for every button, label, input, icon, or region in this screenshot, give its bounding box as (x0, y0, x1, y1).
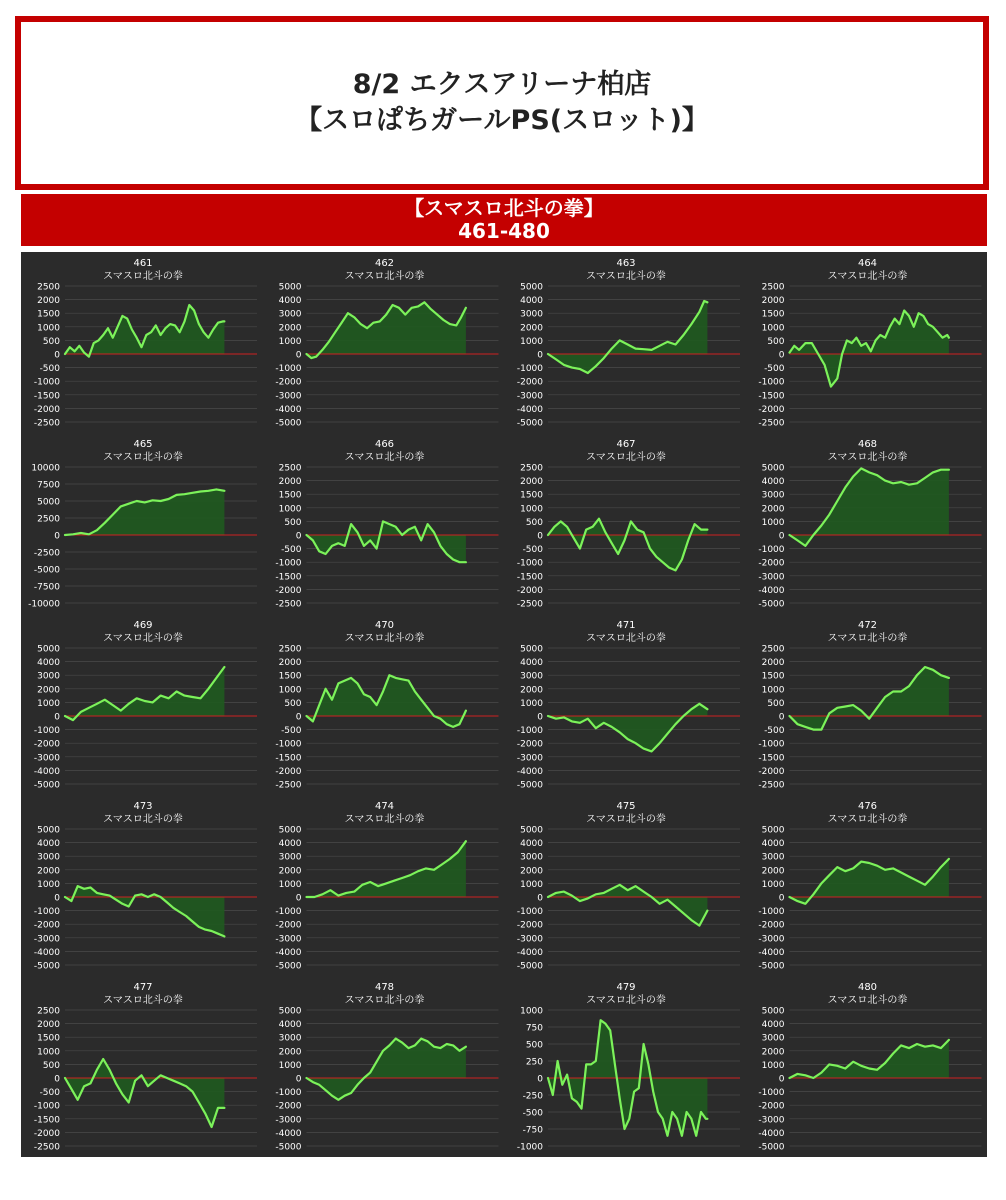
series-area (548, 519, 707, 571)
banner-range: 461-480 (458, 219, 550, 243)
y-tick-label: 1000 (761, 323, 785, 334)
chart-subtitle: スマスロ北斗の拳 (344, 452, 425, 463)
chart-subtitle: スマスロ北斗の拳 (827, 633, 908, 644)
y-tick-label: -5000 (275, 961, 302, 972)
y-tick-label: 4000 (278, 296, 302, 307)
y-tick-label: 7500 (37, 480, 60, 491)
y-tick-label: 2000 (37, 296, 60, 307)
y-tick-label: -3000 (758, 572, 785, 583)
chart-474 (275, 801, 498, 972)
chart-467 (517, 439, 740, 610)
y-tick-label: 0 (537, 712, 543, 723)
y-tick-label: 1000 (278, 504, 302, 515)
y-tick-label: 2000 (520, 685, 543, 696)
y-tick-label: -7500 (33, 582, 60, 593)
chart-464 (758, 258, 981, 429)
chart-subtitle: スマスロ北斗の拳 (103, 814, 183, 825)
y-tick-label: -2000 (758, 766, 785, 777)
y-tick-label: 1000 (37, 323, 60, 334)
y-tick-label: 5000 (520, 282, 543, 293)
chart-subtitle: スマスロ北斗の拳 (103, 633, 183, 644)
y-tick-label: 5000 (278, 1006, 302, 1017)
chart-subtitle: スマスロ北斗の拳 (344, 271, 425, 282)
y-tick-label: 1000 (520, 1006, 543, 1017)
y-tick-label: -500 (281, 545, 302, 556)
y-tick-label: -5000 (33, 565, 60, 576)
y-tick-label: -4000 (275, 947, 302, 958)
y-tick-label: -2000 (275, 1101, 302, 1112)
y-tick-label: 2500 (520, 463, 543, 474)
chart-subtitle: スマスロ北斗の拳 (344, 814, 425, 825)
y-tick-label: -500 (522, 1108, 543, 1119)
y-tick-label: 4000 (761, 839, 785, 850)
y-tick-label: 1000 (761, 685, 785, 696)
y-tick-label: 0 (54, 712, 60, 723)
charts-panel (21, 252, 987, 1157)
y-tick-label: -3000 (758, 1115, 785, 1126)
y-tick-label: -1000 (516, 726, 543, 737)
y-tick-label: 500 (42, 1060, 60, 1071)
chart-461 (34, 258, 257, 429)
y-tick-label: 500 (284, 698, 302, 709)
y-tick-label: 500 (42, 336, 60, 347)
y-tick-label: -4000 (758, 1128, 785, 1139)
chart-title: 461 (133, 258, 153, 269)
y-tick-label: 2000 (761, 296, 785, 307)
chart-479 (517, 982, 740, 1153)
y-tick-label: 1500 (520, 490, 543, 501)
chart-title: 464 (857, 258, 878, 269)
y-tick-label: 0 (295, 350, 302, 361)
chart-title: 473 (133, 801, 153, 812)
y-tick-label: 2000 (761, 658, 785, 669)
y-tick-label: -750 (522, 1125, 543, 1136)
chart-465 (28, 439, 257, 610)
chart-subtitle: スマスロ北斗の拳 (586, 633, 666, 644)
y-tick-label: -1000 (275, 1088, 302, 1099)
y-tick-label: -500 (522, 545, 543, 556)
y-tick-label: 0 (54, 893, 60, 904)
y-tick-label: -1000 (275, 558, 302, 569)
y-tick-label: 2000 (761, 866, 785, 877)
banner-machine-name: 【スマスロ北斗の拳】 (404, 196, 604, 220)
y-tick-label: 3000 (278, 309, 302, 320)
y-tick-label: 5000 (37, 497, 60, 508)
y-tick-label: 2000 (278, 866, 302, 877)
y-tick-label: -2000 (33, 404, 60, 415)
y-tick-label: 2500 (37, 282, 60, 293)
y-tick-label: 1000 (278, 685, 302, 696)
chart-subtitle: スマスロ北斗の拳 (827, 271, 908, 282)
page-title-line1: 8/2 エクスアリーナ柏店 (352, 69, 652, 100)
y-tick-label: -3000 (516, 391, 543, 402)
y-tick-label: -2000 (758, 1101, 785, 1112)
y-tick-label: -1000 (516, 558, 543, 569)
chart-title: 476 (857, 801, 878, 812)
y-tick-label: -2500 (33, 418, 60, 429)
y-tick-label: -1000 (516, 907, 543, 918)
y-tick-label: -3000 (275, 934, 302, 945)
y-tick-label: 1000 (520, 879, 543, 890)
y-tick-label: -5000 (33, 780, 60, 791)
y-tick-label: 750 (525, 1023, 543, 1034)
y-tick-label: -3000 (33, 753, 60, 764)
chart-subtitle: スマスロ北斗の拳 (586, 814, 666, 825)
y-tick-label: 0 (54, 1074, 60, 1085)
y-tick-label: -1000 (516, 364, 543, 375)
y-tick-label: 4000 (520, 658, 543, 669)
y-tick-label: -3000 (758, 934, 785, 945)
series-area (65, 489, 224, 535)
y-tick-label: -5000 (33, 961, 60, 972)
y-tick-label: 4000 (761, 1020, 785, 1031)
y-tick-label: -5000 (516, 961, 543, 972)
chart-title: 467 (616, 439, 636, 450)
y-tick-label: 0 (537, 350, 543, 361)
y-tick-label: -4000 (516, 766, 543, 777)
series-area (307, 521, 466, 562)
chart-468 (758, 439, 981, 610)
y-tick-label: -1000 (758, 545, 785, 556)
y-tick-label: 500 (767, 336, 785, 347)
y-tick-label: -4000 (33, 947, 60, 958)
y-tick-label: -5000 (275, 418, 302, 429)
y-tick-label: -3000 (516, 753, 543, 764)
y-tick-label: 1000 (37, 698, 60, 709)
y-tick-label: 2500 (761, 644, 785, 655)
y-tick-label: -2500 (275, 599, 302, 610)
chart-473 (34, 801, 257, 972)
y-tick-label: 2000 (37, 685, 60, 696)
y-tick-label: -1500 (516, 572, 543, 583)
chart-480 (758, 982, 981, 1153)
y-tick-label: -3000 (33, 934, 60, 945)
chart-title: 462 (374, 258, 395, 269)
chart-title: 463 (616, 258, 636, 269)
y-tick-label: 1500 (37, 1033, 60, 1044)
y-tick-label: -4000 (758, 947, 785, 958)
y-tick-label: 3000 (37, 852, 60, 863)
chart-title: 469 (133, 620, 153, 631)
y-tick-label: -4000 (516, 404, 543, 415)
chart-462 (275, 258, 498, 429)
y-tick-label: -2000 (758, 404, 785, 415)
page-title-line2: 【スロぱちガールPS(スロット)】 (295, 105, 709, 136)
y-tick-label: 1000 (278, 1060, 302, 1071)
y-tick-label: -4000 (33, 766, 60, 777)
y-tick-label: -500 (39, 364, 60, 375)
y-tick-label: 1500 (37, 309, 60, 320)
y-tick-label: 0 (537, 1074, 543, 1085)
chart-title: 479 (616, 982, 636, 993)
y-tick-label: 3000 (761, 1033, 785, 1044)
y-tick-label: 1500 (761, 671, 785, 682)
y-tick-label: -2000 (275, 377, 302, 388)
chart-title: 475 (616, 801, 636, 812)
chart-subtitle: スマスロ北斗の拳 (586, 995, 666, 1006)
chart-472 (758, 620, 981, 791)
y-tick-label: -1000 (758, 377, 785, 388)
y-tick-label: 2500 (761, 282, 785, 293)
y-tick-label: 2000 (278, 323, 302, 334)
y-tick-label: 2500 (37, 1006, 60, 1017)
chart-469 (34, 620, 257, 791)
y-tick-label: 1000 (761, 1060, 785, 1071)
y-tick-label: 0 (295, 1074, 302, 1085)
y-tick-label: -500 (764, 726, 785, 737)
y-tick-label: 1500 (278, 490, 302, 501)
y-tick-label: -5000 (758, 599, 785, 610)
chart-subtitle: スマスロ北斗の拳 (827, 995, 908, 1006)
y-tick-label: -1500 (275, 572, 302, 583)
y-tick-label: -1000 (33, 1101, 60, 1112)
y-tick-label: 5000 (278, 825, 302, 836)
y-tick-label: 0 (295, 712, 302, 723)
y-tick-label: -2000 (516, 920, 543, 931)
y-tick-label: 0 (778, 712, 785, 723)
y-tick-label: -1000 (275, 364, 302, 375)
y-tick-label: -2500 (758, 780, 785, 791)
y-tick-label: -2000 (275, 766, 302, 777)
chart-title: 471 (616, 620, 636, 631)
y-tick-label: 2000 (520, 323, 543, 334)
y-tick-label: 5000 (761, 825, 785, 836)
y-tick-label: 0 (295, 531, 302, 542)
chart-title: 480 (857, 982, 878, 993)
y-tick-label: 4000 (37, 658, 60, 669)
y-tick-label: 500 (525, 1040, 543, 1051)
series-area (548, 301, 707, 373)
chart-463 (517, 258, 740, 429)
y-tick-label: 1000 (761, 879, 785, 890)
y-tick-label: 0 (54, 350, 60, 361)
y-tick-label: -1000 (33, 907, 60, 918)
y-tick-label: 0 (778, 531, 785, 542)
y-tick-label: -2000 (758, 920, 785, 931)
y-tick-label: -1500 (758, 753, 785, 764)
y-tick-label: -2500 (516, 599, 543, 610)
y-tick-label: 500 (284, 517, 302, 528)
y-tick-label: -1000 (758, 739, 785, 750)
chart-title: 472 (857, 620, 878, 631)
y-tick-label: -2500 (33, 548, 60, 559)
y-tick-label: -500 (764, 364, 785, 375)
y-tick-label: -2500 (275, 780, 302, 791)
y-tick-label: -1000 (758, 907, 785, 918)
y-tick-label: 0 (537, 531, 543, 542)
y-tick-label: -3000 (275, 1115, 302, 1126)
y-tick-label: 2000 (520, 866, 543, 877)
y-tick-label: 4000 (520, 296, 543, 307)
y-tick-label: 0 (54, 531, 60, 542)
chart-477 (34, 982, 257, 1153)
y-tick-label: -5000 (758, 961, 785, 972)
y-tick-label: -250 (522, 1091, 543, 1102)
y-tick-label: -4000 (758, 585, 785, 596)
y-tick-label: 1000 (37, 1047, 60, 1058)
chart-471 (517, 620, 740, 791)
y-tick-label: -2000 (516, 377, 543, 388)
chart-subtitle: スマスロ北斗の拳 (103, 271, 183, 282)
y-tick-label: 3000 (520, 671, 543, 682)
y-tick-label: 1000 (520, 698, 543, 709)
y-tick-label: 5000 (761, 463, 785, 474)
series-area (65, 305, 224, 357)
y-tick-label: 0 (537, 893, 543, 904)
y-tick-label: -2000 (516, 739, 543, 750)
chart-470 (275, 620, 498, 791)
series-area (307, 302, 466, 358)
y-tick-label: -1000 (275, 739, 302, 750)
y-tick-label: -1500 (33, 1115, 60, 1126)
y-tick-label: 4000 (278, 839, 302, 850)
y-tick-label: 1000 (520, 504, 543, 515)
y-tick-label: -1000 (758, 1088, 785, 1099)
y-tick-label: -500 (39, 1088, 60, 1099)
chart-subtitle: スマスロ北斗の拳 (586, 271, 666, 282)
chart-subtitle: スマスロ北斗の拳 (827, 814, 908, 825)
chart-subtitle: スマスロ北斗の拳 (103, 995, 183, 1006)
y-tick-label: 5000 (278, 282, 302, 293)
series-area (65, 1059, 224, 1127)
y-tick-label: 2500 (278, 463, 302, 474)
y-tick-label: 2000 (278, 658, 302, 669)
chart-subtitle: スマスロ北斗の拳 (586, 452, 666, 463)
charts-grid (21, 252, 987, 1157)
y-tick-label: 1000 (761, 517, 785, 528)
y-tick-label: -2500 (33, 1142, 60, 1153)
chart-title: 478 (374, 982, 395, 993)
y-tick-label: 2000 (761, 504, 785, 515)
y-tick-label: -2500 (758, 418, 785, 429)
y-tick-label: 2000 (278, 477, 302, 488)
y-tick-label: 5000 (37, 825, 60, 836)
y-tick-label: -2000 (516, 585, 543, 596)
chart-title: 466 (374, 439, 395, 450)
y-tick-label: 5000 (761, 1006, 785, 1017)
y-tick-label: 3000 (278, 1033, 302, 1044)
chart-title: 470 (374, 620, 395, 631)
y-tick-label: -4000 (275, 1128, 302, 1139)
y-tick-label: 3000 (278, 852, 302, 863)
y-tick-label: 3000 (520, 309, 543, 320)
y-tick-label: -5000 (758, 1142, 785, 1153)
title-box (15, 16, 989, 190)
chart-subtitle: スマスロ北斗の拳 (344, 995, 425, 1006)
y-tick-label: 2000 (37, 866, 60, 877)
chart-subtitle: スマスロ北斗の拳 (344, 633, 425, 644)
y-tick-label: -1500 (758, 391, 785, 402)
y-tick-label: -2000 (33, 739, 60, 750)
y-tick-label: 2000 (761, 1047, 785, 1058)
y-tick-label: 3000 (37, 671, 60, 682)
y-tick-label: -1500 (33, 391, 60, 402)
chart-476 (758, 801, 981, 972)
y-tick-label: 0 (778, 350, 785, 361)
y-tick-label: -3000 (516, 934, 543, 945)
chart-title: 465 (133, 439, 153, 450)
y-tick-label: -1000 (33, 726, 60, 737)
y-tick-label: 1000 (278, 336, 302, 347)
y-tick-label: 2000 (37, 1020, 60, 1031)
y-tick-label: -2000 (33, 1128, 60, 1139)
y-tick-label: 1500 (278, 671, 302, 682)
y-tick-label: 0 (778, 893, 785, 904)
chart-466 (275, 439, 498, 610)
y-tick-label: -5000 (275, 1142, 302, 1153)
chart-subtitle: スマスロ北斗の拳 (827, 452, 908, 463)
series-area (548, 704, 707, 752)
y-tick-label: -1000 (33, 377, 60, 388)
y-tick-label: -500 (281, 726, 302, 737)
y-tick-label: 4000 (520, 839, 543, 850)
y-tick-label: 4000 (278, 1020, 302, 1031)
y-tick-label: 2500 (278, 644, 302, 655)
y-tick-label: 5000 (520, 644, 543, 655)
y-tick-label: -1000 (516, 1142, 543, 1153)
y-tick-label: -2000 (758, 558, 785, 569)
chart-subtitle: スマスロ北斗の拳 (103, 452, 183, 463)
series-area (307, 841, 466, 897)
y-tick-label: -3000 (275, 391, 302, 402)
section-banner (21, 194, 987, 246)
chart-478 (275, 982, 498, 1153)
chart-title: 477 (133, 982, 153, 993)
y-tick-label: 2000 (520, 477, 543, 488)
y-tick-label: 5000 (520, 825, 543, 836)
chart-475 (517, 801, 740, 972)
y-tick-label: 500 (767, 698, 785, 709)
series-area (790, 667, 949, 730)
chart-title: 474 (374, 801, 395, 812)
y-tick-label: -1500 (275, 753, 302, 764)
series-area (65, 886, 224, 936)
y-tick-label: -2000 (33, 920, 60, 931)
y-tick-label: 10000 (31, 463, 60, 474)
y-tick-label: 0 (295, 893, 302, 904)
y-tick-label: 3000 (761, 852, 785, 863)
y-tick-label: 3000 (520, 852, 543, 863)
y-tick-label: -5000 (516, 418, 543, 429)
y-tick-label: 5000 (37, 644, 60, 655)
y-tick-label: 2500 (37, 514, 60, 525)
y-tick-label: -2000 (275, 920, 302, 931)
y-tick-label: 4000 (37, 839, 60, 850)
y-tick-label: 1000 (37, 879, 60, 890)
y-tick-label: 1000 (520, 336, 543, 347)
y-tick-label: 0 (778, 1074, 785, 1085)
y-tick-label: -4000 (516, 947, 543, 958)
y-tick-label: 3000 (761, 490, 785, 501)
y-tick-label: -2000 (275, 585, 302, 596)
y-tick-label: 500 (525, 517, 543, 528)
y-tick-label: 1500 (761, 309, 785, 320)
y-tick-label: 250 (525, 1057, 543, 1068)
y-tick-label: 1000 (278, 879, 302, 890)
chart-title: 468 (857, 439, 878, 450)
y-tick-label: -1000 (275, 907, 302, 918)
y-tick-label: -5000 (516, 780, 543, 791)
y-tick-label: 4000 (761, 477, 785, 488)
y-tick-label: -10000 (28, 599, 60, 610)
y-tick-label: -4000 (275, 404, 302, 415)
y-tick-label: 2000 (278, 1047, 302, 1058)
